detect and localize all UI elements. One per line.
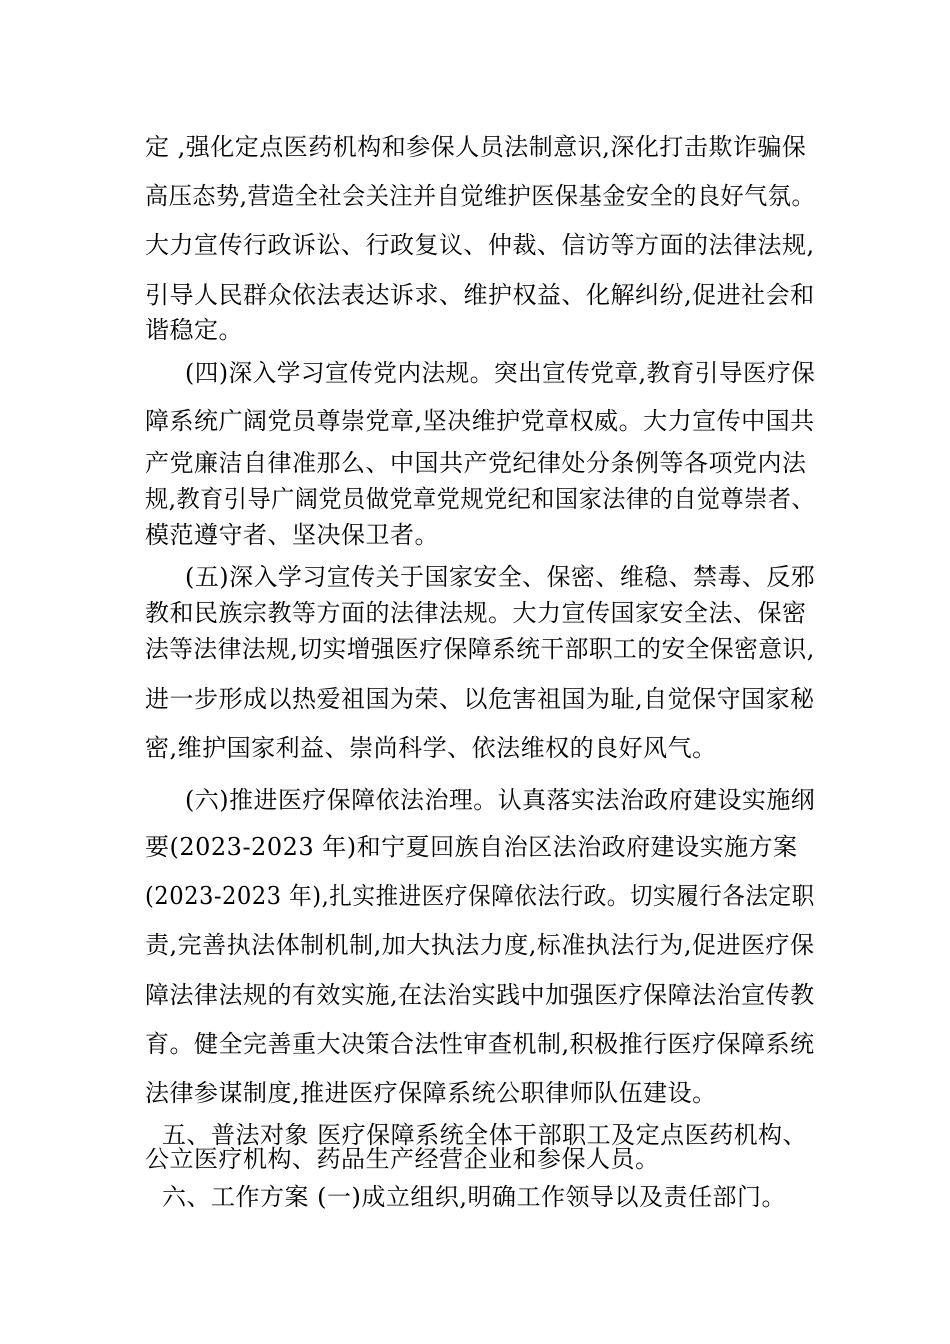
text-line-4: 引导人民群众依法表达诉求、维护权益、化解纠纷,促进社会和 — [145, 281, 815, 309]
section-six-heading-line: 六、工作方案 (一)成立组织,明确工作领导以及责任部门。 — [162, 1183, 786, 1211]
text-line-14: 进一步形成以热爱祖国为荣、以危害祖国为耻,自觉保守国家秘 — [145, 685, 815, 713]
text-line-9: 规,教育引导广阔党员做党章党规党纪和国家法律的自觉尊崇者、 — [145, 485, 816, 513]
text-line-5: 谐稳定。 — [145, 316, 243, 344]
text-line-8: 产党廉洁自律准那么、中国共产党纪律处分条例等各项党内法 — [145, 449, 807, 477]
text-line-17: 要(2023-2023 年)和宁夏回族自治区法治政府建设实施方案 — [145, 833, 798, 861]
text-line-12: 教和民族宗教等方面的法律法规。大力宣传国家安全法、保密 — [145, 599, 807, 627]
text-line-2: 高压态势,营造全社会关注并自觉维护医保基金安全的良好气氛。 — [145, 182, 816, 210]
text-line-1: 定 ,强化定点医药机构和参保人员法制意识,深化打击欺诈骗保 — [145, 133, 807, 161]
text-line-11: (五)深入学习宣传关于国家安全、保密、维稳、禁毒、反邪 — [185, 563, 816, 591]
text-line-16: (六)推进医疗保障依法治理。认真落实法治政府建设实施纲 — [185, 786, 816, 814]
text-line-3: 大力宣传行政诉讼、行政复议、仲裁、信访等方面的法律法规, — [145, 231, 815, 259]
text-line-10: 模范遵守者、坚决保卫者。 — [145, 521, 439, 549]
section-five-heading-line: 五、普法对象 医疗保障系统全体干部职工及定点医药机构、 — [162, 1121, 808, 1149]
text-line-19: 责,完善执法体制机制,加大执法力度,标准执法行为,促进医疗保 — [145, 931, 815, 959]
text-line-6: (四)深入学习宣传党内法规。突出宣传党章,教育引导医疗保 — [185, 359, 816, 387]
text-line-7: 障系统广阔党员尊崇党章,坚决维护党章权威。大力宣传中国共 — [145, 407, 815, 435]
text-line-21: 育。健全完善重大决策合法性审查机制,积极推行医疗保障系统 — [145, 1030, 815, 1058]
text-line-18: (2023-2023 年),扎实推进医疗保障依法行政。切实履行各法定职 — [145, 882, 815, 910]
text-line-20: 障法律法规的有效实施,在法治实践中加强医疗保障法治宣传教 — [145, 981, 815, 1009]
text-line-13: 法等法律法规,切实增强医疗保障系统干部职工的安全保密意识, — [145, 635, 815, 663]
text-line-24: 公立医疗机构、药品生产经营企业和参保人员。 — [145, 1145, 660, 1173]
text-line-15: 密,维护国家利益、崇尚科学、依法维权的良好风气。 — [145, 734, 717, 762]
text-line-22: 法律参谋制度,推进医疗保障系统公职律师队伍建设。 — [145, 1079, 717, 1107]
